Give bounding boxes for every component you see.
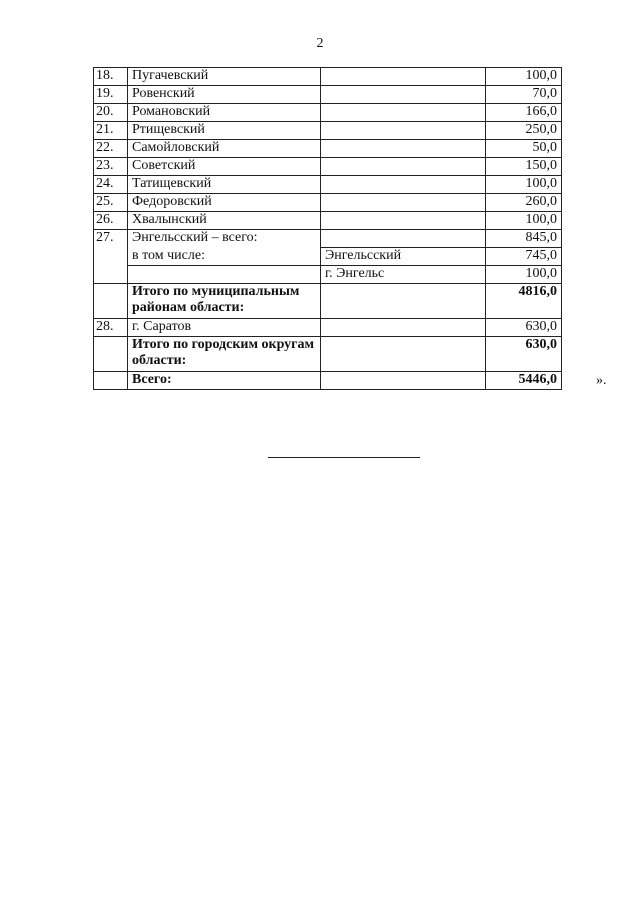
sub-cell [321,319,486,337]
amount-cell: 100,0 [486,68,562,86]
table-row [94,194,562,212]
table-row [94,122,562,140]
sub-cell [321,212,486,230]
row-number: 23. [94,158,128,176]
row-number: 27. [94,230,128,284]
sub-name: Энгельсский [321,248,486,266]
including-label: в том числе: [128,248,321,266]
amount-cell: 150,0 [486,158,562,176]
district-name: г. Саратов [128,319,321,337]
row-number: 22. [94,140,128,158]
row-number [94,372,128,390]
table-row [94,86,562,104]
sub-cell [321,194,486,212]
sub-cell [321,68,486,86]
district-name: Ровенский [128,86,321,104]
sub-cell [321,86,486,104]
amount-cell: 745,0 [486,248,562,266]
table-row-engels-total [94,230,562,248]
table-row-grand-total [94,372,562,390]
amount-cell: 100,0 [486,176,562,194]
total-label: Итого по муниципальным районам области: [128,284,321,319]
sub-cell [321,122,486,140]
table-row [94,319,562,337]
sub-cell [321,337,486,372]
district-name: Самойловский [128,140,321,158]
row-number: 28. [94,319,128,337]
row-number: 25. [94,194,128,212]
table-row-city-total [94,337,562,372]
district-name: Романовский [128,104,321,122]
table-row [94,140,562,158]
row-number: 18. [94,68,128,86]
row-number: 19. [94,86,128,104]
amount-cell: 100,0 [486,266,562,284]
amount-cell: 845,0 [486,230,562,248]
amount-cell: 630,0 [486,319,562,337]
table-row [94,212,562,230]
district-name: Советский [128,158,321,176]
table-row-municipal-total [94,284,562,319]
amount-cell: 4816,0 [486,284,562,319]
page-number: 2 [316,36,324,51]
amount-cell: 250,0 [486,122,562,140]
sub-cell [321,284,486,319]
table-row-engels-sub [94,248,562,266]
sub-cell [321,230,486,248]
sub-cell [321,158,486,176]
table-row [94,104,562,122]
sub-cell [321,140,486,158]
district-name: Татищевский [128,176,321,194]
amount-cell: 5446,0 [486,372,562,390]
sub-cell [321,372,486,390]
district-name: Хвалынский [128,212,321,230]
amount-cell: 100,0 [486,212,562,230]
row-number: 26. [94,212,128,230]
total-label: Всего: [128,372,321,390]
row-number: 21. [94,122,128,140]
sub-name: г. Энгельс [321,266,486,284]
table-row [94,158,562,176]
amount-cell: 166,0 [486,104,562,122]
district-name: Ртищевский [128,122,321,140]
allocation-table [93,67,562,390]
district-name: Федоровский [128,194,321,212]
row-number [94,337,128,372]
closing-quote: ». [596,373,607,388]
total-label: Итого по городским округам области: [128,337,321,372]
signature-divider [268,457,420,458]
table-row-engels-sub [94,266,562,284]
row-number [94,284,128,319]
amount-cell: 260,0 [486,194,562,212]
amount-cell: 630,0 [486,337,562,372]
table-row [94,68,562,86]
sub-cell [321,104,486,122]
row-number: 24. [94,176,128,194]
district-name: Пугачевский [128,68,321,86]
district-name: Энгельсский – всего: [128,230,321,248]
amount-cell: 50,0 [486,140,562,158]
table-row [94,176,562,194]
sub-cell [321,176,486,194]
empty-cell [128,266,321,284]
amount-cell: 70,0 [486,86,562,104]
row-number: 20. [94,104,128,122]
